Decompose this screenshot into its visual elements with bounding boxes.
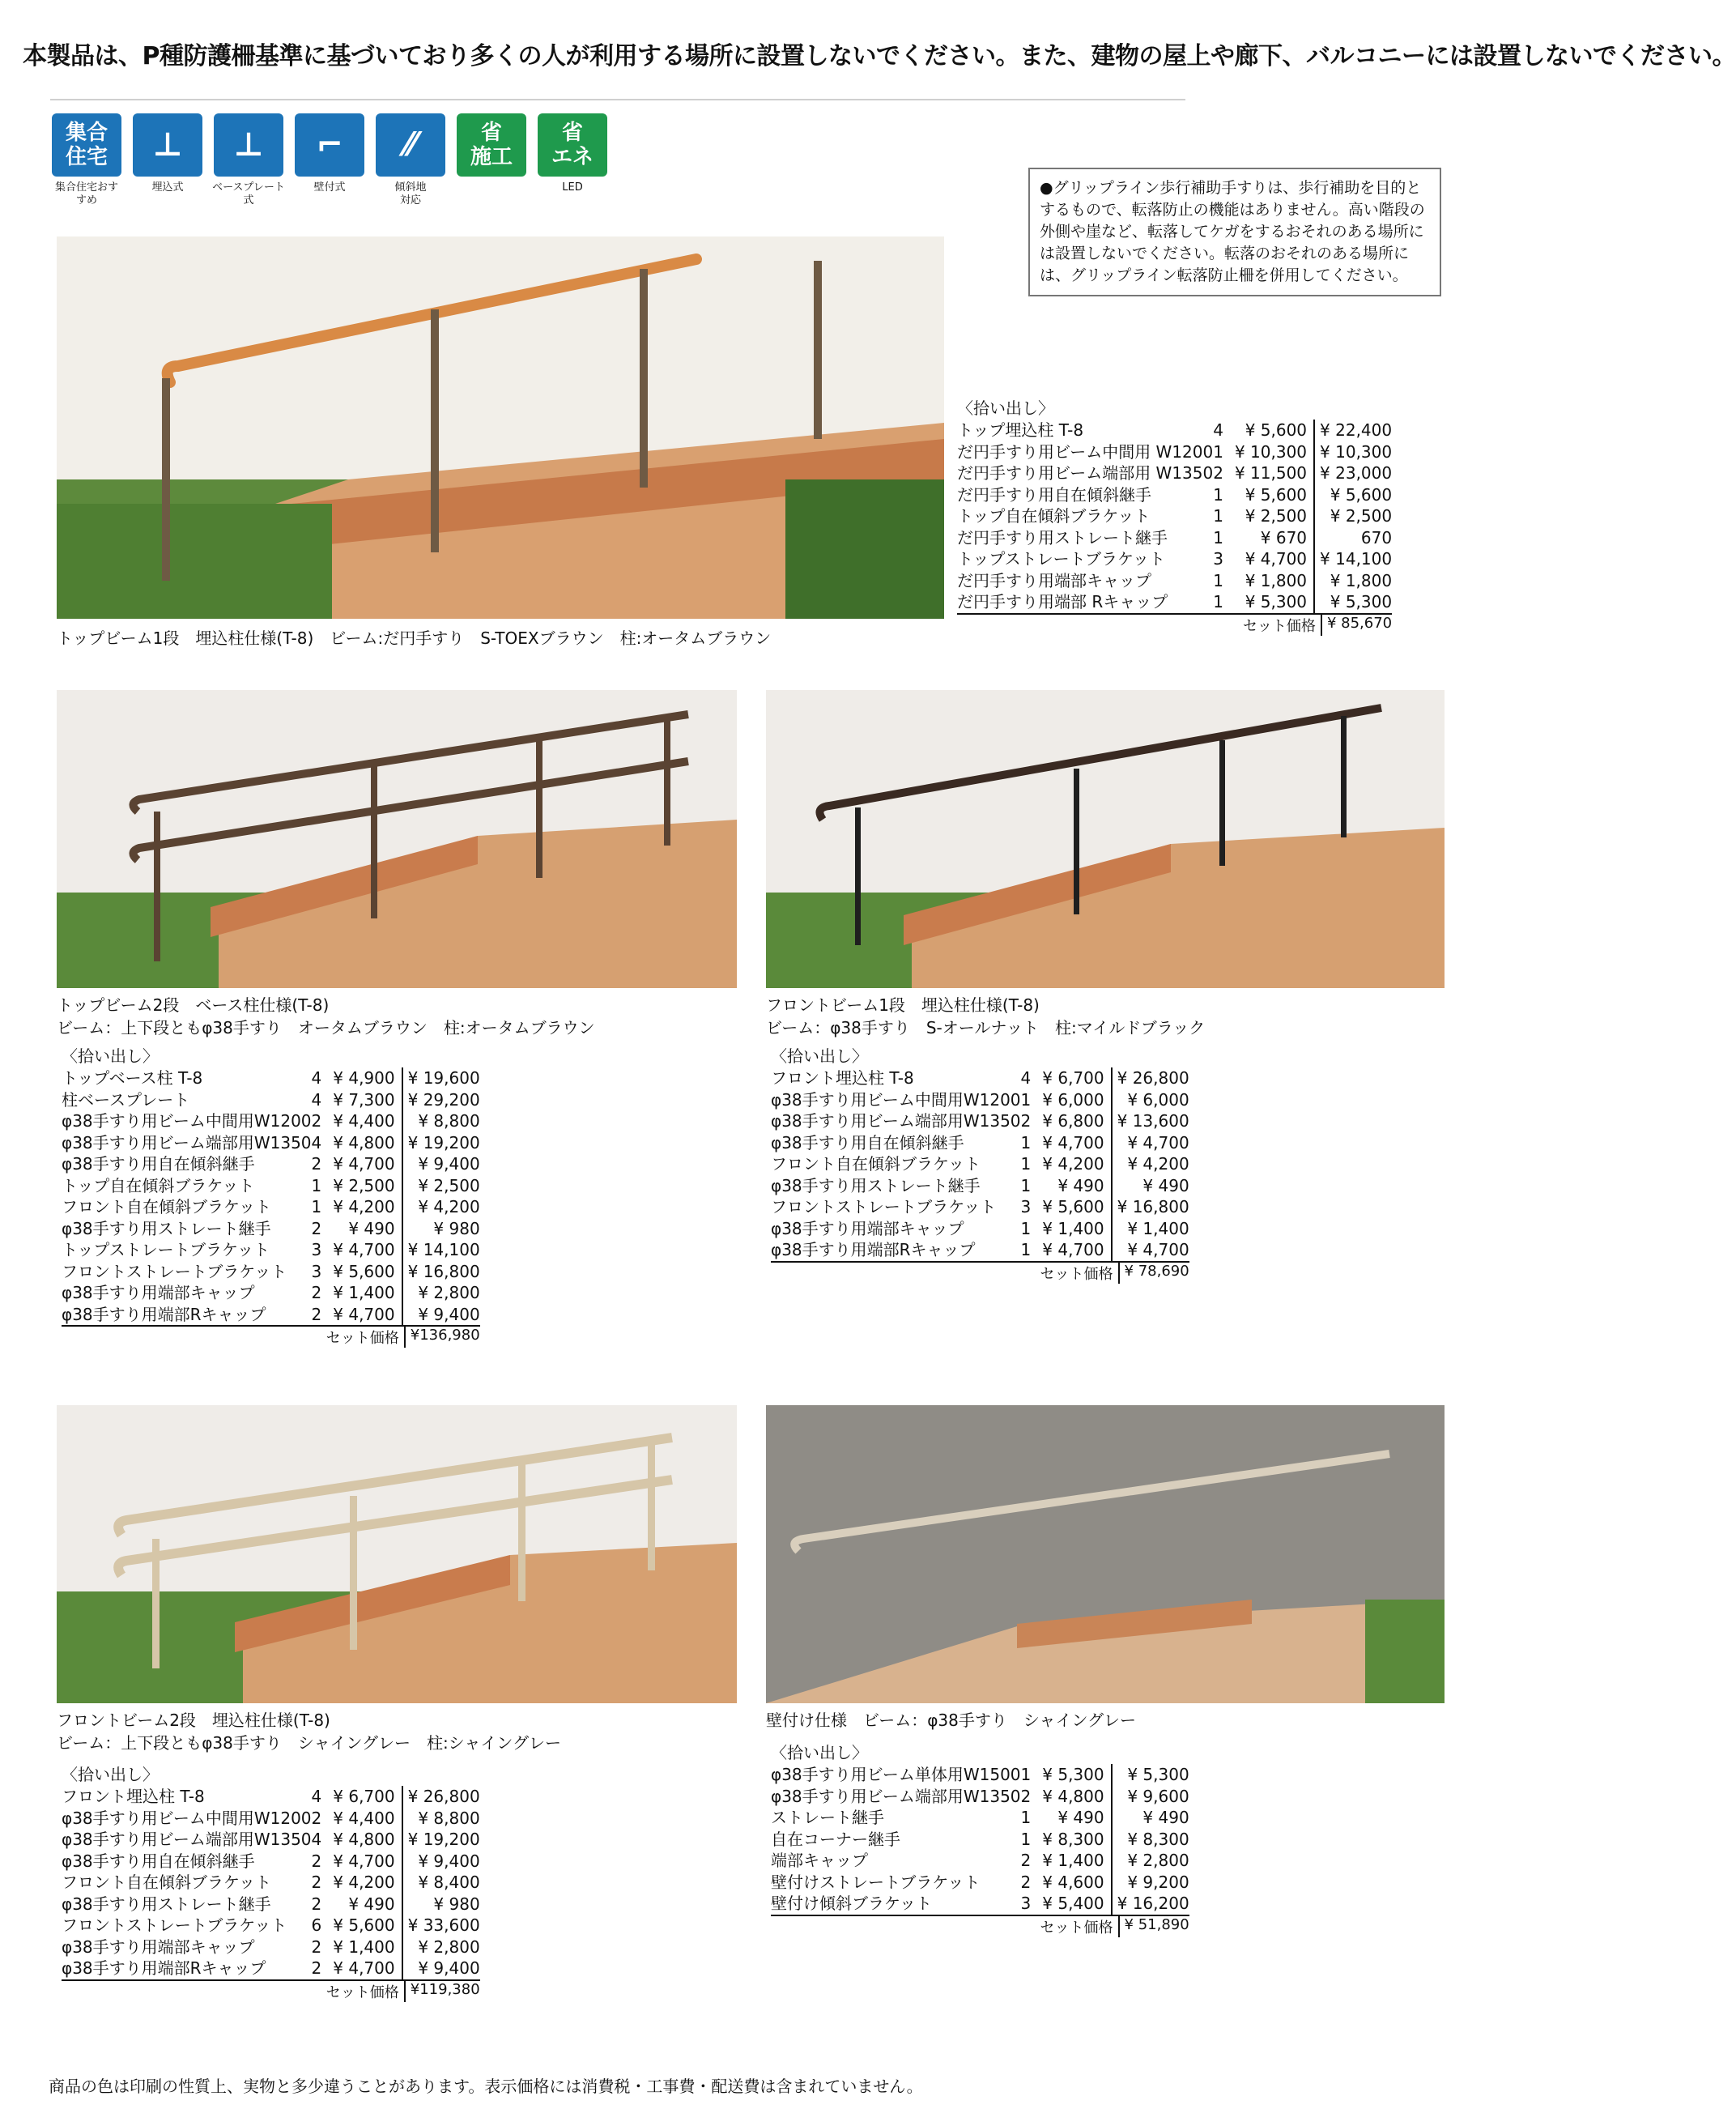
cell-qty: 1 xyxy=(1213,527,1223,547)
cell-sub: ¥ 2,800 xyxy=(1112,1850,1189,1872)
cell-name: フロント自在傾斜ブラケット xyxy=(62,1197,271,1216)
price-list-4: 〈拾い出し〉 フロント埋込柱 T-8 4 ¥ 6,700 ¥ 26,800 φ38手すり用ビーム中間用W1200 2 ¥ 4,400 ¥ 8,800 φ38手すり用ビーム端部用W1350 4 ¥ 4,800 ¥ 19,200 φ38手すり用自在傾斜継手 2 ¥ 4,700 ¥ 9,400 フロント自在傾斜ブラケット 2 ¥ 4,200 ¥ 8,400 φ38手すり用ストレート継手 2 ¥ 490 ¥ 980 フロントストレートブラケット 6 ¥ 5,600 ¥ 33,600 φ38手すり用端部キャップ 2 ¥ 1,400 ¥ 2,800 φ38手すり用端部Rキャップ 2 ¥ 4,700 ¥ 9,400 セット価格 ¥119,380 xyxy=(62,1765,480,2001)
table-row xyxy=(62,1067,480,1089)
table-row xyxy=(957,484,1392,506)
feature-badge-icon: ⌐ xyxy=(295,113,364,177)
cell-name: φ38手すり用端部キャップ xyxy=(771,1218,964,1238)
cell-unit: ¥ 4,400 xyxy=(333,1111,395,1131)
cell-name: フロント埋込柱 T-8 xyxy=(771,1068,914,1088)
cell-qty: 4 xyxy=(311,1132,322,1152)
cell-unit: ¥ 1,400 xyxy=(333,1936,395,1957)
cell-qty: 2 xyxy=(311,1936,322,1957)
cell-sub: ¥ 19,200 xyxy=(402,1132,480,1154)
table-row xyxy=(771,1850,1189,1872)
table-row xyxy=(62,1175,480,1197)
footer-note: 商品の色は印刷の性質上、実物と多少違うことがあります。表示価格には消費税・工事費・配送費は含まれていません。 xyxy=(49,2077,923,2096)
cell-name: φ38手すり用ストレート継手 xyxy=(771,1175,981,1195)
feature-badge-icon: ⊥ xyxy=(133,113,202,177)
cell-qty: 1 xyxy=(1213,591,1235,614)
caption-5: 壁付け仕様 ビーム：φ38手すり シャイングレー xyxy=(766,1711,1137,1730)
cell-unit: ¥ 490 xyxy=(348,1894,395,1914)
cell-sub: ¥ 1,800 xyxy=(1314,570,1392,592)
cell-unit: ¥ 6,000 xyxy=(1042,1089,1104,1110)
cell-sub: ¥ 4,200 xyxy=(1112,1153,1189,1175)
cell-name: φ38手すり用端部Rキャップ xyxy=(62,1304,312,1327)
cell-sub: ¥ 5,300 xyxy=(1314,591,1392,614)
cell-sub: ¥ 9,400 xyxy=(402,1958,480,1980)
cell-name: φ38手すり用ビーム中間用W1200 xyxy=(62,1808,312,1828)
cell-name: φ38手すり用ビーム端部用W1350 xyxy=(62,1830,312,1849)
set-price-2: セット価格 ¥136,980 xyxy=(326,1327,480,1347)
cell-unit: ¥ 4,200 xyxy=(1042,1154,1104,1174)
feature-caption: 壁付式 xyxy=(313,181,346,194)
table-row xyxy=(771,1175,1189,1197)
table-row xyxy=(957,420,1392,441)
cell-qty: 4 xyxy=(311,1089,322,1110)
cell-unit: ¥ 2,500 xyxy=(333,1175,395,1195)
feature-caption: LED xyxy=(562,181,583,194)
cell-qty: 1 xyxy=(1020,1808,1032,1827)
cell-name: フロント埋込柱 T-8 xyxy=(62,1787,205,1806)
cell-unit: ¥ 5,600 xyxy=(1245,420,1308,440)
cell-unit: ¥ 2,500 xyxy=(1245,506,1308,526)
cell-sub: ¥ 13,600 xyxy=(1112,1110,1189,1132)
cell-unit: ¥ 6,800 xyxy=(1042,1111,1104,1131)
cell-unit: ¥ 4,600 xyxy=(1042,1872,1104,1892)
cell-name: φ38手すり用ビーム中間用W1200 xyxy=(771,1089,1021,1110)
cell-unit: ¥ 5,600 xyxy=(333,1261,395,1281)
divider xyxy=(50,99,1185,100)
cell-sub: ¥ 9,400 xyxy=(402,1153,480,1175)
table-row xyxy=(957,462,1392,484)
table-row xyxy=(62,1282,480,1304)
cell-name: だ円手すり用自在傾斜継手 xyxy=(957,484,1151,505)
feature-icons xyxy=(50,113,609,207)
cell-qty: 1 xyxy=(1020,1765,1032,1784)
cell-sub: ¥ 8,800 xyxy=(402,1808,480,1830)
feature-caption: 傾斜地 対応 xyxy=(394,181,427,207)
table-row xyxy=(62,1110,480,1132)
cell-qty: 2 xyxy=(311,1808,322,1828)
table-row xyxy=(62,1915,480,1936)
cell-sub: ¥ 2,800 xyxy=(402,1282,480,1304)
cell-qty: 1 xyxy=(1020,1132,1032,1152)
feature-caption: 埋込式 xyxy=(151,181,184,194)
cell-sub: ¥ 16,200 xyxy=(1112,1893,1189,1915)
cell-qty: 1 xyxy=(1213,506,1223,526)
cell-sub: ¥ 33,600 xyxy=(402,1915,480,1936)
cell-name: φ38手すり用端部キャップ xyxy=(62,1283,255,1302)
feature-badge-icon: 省 エネ xyxy=(538,113,607,177)
cell-qty: 1 xyxy=(1213,441,1223,462)
feature-badge-icon: ⁄⁄ xyxy=(376,113,445,177)
table-row xyxy=(62,1872,480,1894)
cell-name: φ38手すり用自在傾斜継手 xyxy=(62,1154,255,1174)
price-table-2 xyxy=(62,1067,480,1327)
set-price-4: セット価格 ¥119,380 xyxy=(326,1980,480,2001)
table-row xyxy=(62,1261,480,1283)
cell-sub: ¥ 22,400 xyxy=(1314,420,1392,441)
cell-qty: 3 xyxy=(1213,549,1223,569)
cell-sub: ¥ 14,100 xyxy=(1314,548,1392,570)
table-row xyxy=(62,1958,480,1980)
cell-qty: 6 xyxy=(311,1915,322,1935)
price-list-3: 〈拾い出し〉 フロント埋込柱 T-8 4 ¥ 6,700 ¥ 26,800 φ38手すり用ビーム中間用W1200 1 ¥ 6,000 ¥ 6,000 φ38手すり用ビーム端部用W1350 2 ¥ 6,800 ¥ 13,600 φ38手すり用自在傾斜継手 1 ¥ 4,700 ¥ 4,700 フロント自在傾斜ブラケット 1 ¥ 4,200 ¥ 4,200 φ38手すり用ストレート継手 1 ¥ 490 ¥ 490 フロントストレートブラケット 3 ¥ 5,600 ¥ 16,800 φ38手すり用端部キャップ 1 ¥ 1,400 ¥ 1,400 φ38手すり用端部Rキャップ 1 ¥ 4,700 ¥ 4,700 セット価格 ¥ 78,690 xyxy=(771,1046,1189,1283)
cell-sub: ¥ 14,100 xyxy=(402,1239,480,1261)
cell-sub: ¥ 5,600 xyxy=(1314,484,1392,506)
cell-name: トップストレートブラケット xyxy=(62,1240,270,1259)
cell-qty: 2 xyxy=(312,1958,334,1980)
table-row xyxy=(771,1089,1189,1111)
price-list-5: 〈拾い出し〉 φ38手すり用ビーム単体用W1500 1 ¥ 5,300 ¥ 5,300 φ38手すり用ビーム端部用W1350 2 ¥ 4,800 ¥ 9,600 ストレート継手 1 ¥ 490 ¥ 490 自在コーナー継手 1 ¥ 8,300 ¥ 8,300 端部キャップ 2 ¥ 1,400 ¥ 2,800 壁付けストレートブラケット 2 ¥ 4,600 ¥ 9,200 壁付け傾斜ブラケット 3 ¥ 5,400 ¥ 16,200 セット価格 ¥ 51,890 xyxy=(771,1743,1189,1936)
price-table-1 xyxy=(957,420,1392,615)
cell-sub: ¥ 4,700 xyxy=(1112,1132,1189,1154)
cell-sub: ¥ 26,800 xyxy=(1112,1067,1189,1089)
table-row xyxy=(771,1239,1189,1262)
cell-sub: ¥ 8,300 xyxy=(1112,1829,1189,1851)
cell-sub: ¥ 490 xyxy=(1112,1175,1189,1197)
cell-qty: 2 xyxy=(311,1851,322,1871)
cell-name: 壁付けストレートブラケット xyxy=(771,1872,981,1892)
cell-unit: ¥ 4,800 xyxy=(333,1132,395,1152)
table-row xyxy=(62,1808,480,1830)
cell-unit: ¥ 8,300 xyxy=(1042,1829,1104,1849)
cell-unit: ¥ 5,600 xyxy=(1042,1197,1104,1216)
cell-unit: ¥ 4,800 xyxy=(1042,1786,1104,1806)
cell-qty: 2 xyxy=(311,1873,322,1892)
feature-icon-3 xyxy=(293,113,366,207)
product-photo-4 xyxy=(57,1405,737,1703)
cell-unit: ¥ 490 xyxy=(348,1218,395,1238)
cell-name: フロントストレートブラケット xyxy=(771,1197,997,1216)
cell-qty: 3 xyxy=(311,1240,322,1259)
safety-notice: 本製品は、P種防護柵基準に基づいており多くの人が利用する場所に設置しないでください。また、建物の屋上や廊下、バルコニーには設置しないでください。 xyxy=(23,42,1736,70)
cell-unit: ¥ 4,700 xyxy=(333,1154,395,1174)
cell-name: φ38手すり用端部Rキャップ xyxy=(771,1239,1021,1262)
cell-name: 壁付け傾斜ブラケット xyxy=(771,1893,1021,1915)
cell-unit: ¥ 6,700 xyxy=(333,1787,395,1806)
cell-name: φ38手すり用端部キャップ xyxy=(62,1936,255,1957)
cell-qty: 2 xyxy=(311,1111,322,1131)
feature-caption: ベースプレート式 xyxy=(212,181,285,207)
cell-sub: ¥ 9,400 xyxy=(402,1304,480,1327)
feature-caption: 集合住宅おすすめ xyxy=(54,181,118,207)
cell-qty: 2 xyxy=(311,1154,322,1174)
cell-name: フロントストレートブラケット xyxy=(62,1261,287,1281)
cell-qty: 3 xyxy=(1021,1893,1043,1915)
cell-qty: 4 xyxy=(311,1787,322,1806)
table-row xyxy=(62,1153,480,1175)
set-price-5: セット価格 ¥ 51,890 xyxy=(1040,1915,1189,1936)
cell-unit: ¥ 4,700 xyxy=(1042,1132,1104,1152)
cell-name: 端部キャップ xyxy=(771,1851,868,1870)
cell-name: φ38手すり用自在傾斜継手 xyxy=(62,1851,255,1871)
cell-qty: 2 xyxy=(1020,1872,1032,1892)
cell-qty: 3 xyxy=(1020,1197,1032,1216)
cell-name: トップストレートブラケット xyxy=(957,549,1165,569)
caption-4: フロントビーム2段 埋込柱仕様(T-8) ビーム：上下段ともφ38手すり シャイングレー 柱:シャイングレー xyxy=(57,1711,561,1753)
feature-badge-icon: 省 施工 xyxy=(457,113,526,177)
cell-sub: ¥ 980 xyxy=(402,1218,480,1240)
cell-name: φ38手すり用自在傾斜継手 xyxy=(771,1132,964,1152)
cell-unit: ¥ 4,700 xyxy=(333,1958,402,1980)
cell-name: トップ自在傾斜ブラケット xyxy=(957,506,1151,526)
cell-qty: 1 xyxy=(1020,1175,1032,1195)
cell-qty: 4 xyxy=(311,1068,322,1088)
cell-qty: 4 xyxy=(1213,420,1223,440)
price-list-2: 〈拾い出し〉 トップベース柱 T-8 4 ¥ 4,900 ¥ 19,600 柱ベースプレート 4 ¥ 7,300 ¥ 29,200 φ38手すり用ビーム中間用W1200 2 ¥ 4,400 ¥ 8,800 φ38手すり用ビーム端部用W1350 4 ¥ 4,800 ¥ 19,200 φ38手すり用自在傾斜継手 2 ¥ 4,700 ¥ 9,400 トップ自在傾斜ブラケット 1 ¥ 2,500 ¥ 2,500 フロント自在傾斜ブラケット 1 ¥ 4,200 ¥ 4,200 φ38手すり用ストレート継手 2 ¥ 490 ¥ 980 トップストレートブラケット 3 ¥ 4,700 ¥ 14,100 フロントストレートブラケット 3 ¥ 5,600 ¥ 16,800 φ38手すり用端部キャップ 2 ¥ 1,400 ¥ 2,800 φ38手すり用端部Rキャップ 2 ¥ 4,700 ¥ 9,400 セット価格 ¥136,980 xyxy=(62,1046,480,1347)
cell-unit: ¥ 4,800 xyxy=(333,1830,395,1849)
cell-sub: ¥ 8,800 xyxy=(402,1110,480,1132)
cell-qty: 1 xyxy=(1020,1154,1032,1174)
feature-badge-icon: 集合 住宅 xyxy=(52,113,121,177)
cell-sub: ¥ 6,000 xyxy=(1112,1089,1189,1111)
table-row xyxy=(62,1304,480,1327)
cell-qty: 1 xyxy=(311,1175,322,1195)
cell-unit: ¥ 4,200 xyxy=(333,1873,395,1892)
table-row xyxy=(957,527,1392,549)
feature-icon-0 xyxy=(50,113,123,207)
cell-sub: ¥ 9,600 xyxy=(1112,1786,1189,1808)
price-table-3 xyxy=(771,1067,1189,1263)
table-row xyxy=(62,1239,480,1261)
cell-unit: ¥ 1,400 xyxy=(1042,1218,1104,1238)
cell-qty: 4 xyxy=(1020,1068,1032,1088)
cell-name: ストレート継手 xyxy=(771,1808,884,1827)
cell-qty: 2 xyxy=(311,1218,322,1238)
feature-icon-5 xyxy=(455,113,528,207)
cell-qty: 2 xyxy=(1213,463,1223,483)
cell-name: 自在コーナー継手 xyxy=(771,1829,900,1849)
table-row xyxy=(771,1196,1189,1218)
cell-unit: ¥ 670 xyxy=(1260,527,1308,547)
cell-sub: ¥ 29,200 xyxy=(402,1089,480,1111)
cell-name: トップ自在傾斜ブラケット xyxy=(62,1175,255,1195)
cell-name: だ円手すり用端部 Rキャップ xyxy=(957,591,1213,614)
cell-sub: ¥ 4,200 xyxy=(402,1196,480,1218)
cell-sub: ¥ 26,800 xyxy=(402,1786,480,1808)
cell-qty: 4 xyxy=(311,1830,322,1849)
cell-unit: ¥ 1,400 xyxy=(333,1283,395,1302)
table-row xyxy=(771,1153,1189,1175)
cell-name: φ38手すり用ビーム端部用W1350 xyxy=(771,1111,1021,1131)
table-row xyxy=(771,1807,1189,1829)
price-table-5 xyxy=(771,1764,1189,1916)
cell-qty: 2 xyxy=(1020,1786,1032,1806)
caption-3: フロントビーム1段 埋込柱仕様(T-8) ビーム：φ38手すり S-オールナット 柱:マイルドブラック xyxy=(766,995,1206,1037)
caption-2: トップビーム2段 ベース柱仕様(T-8) ビーム：上下段ともφ38手すり オータムブラウン 柱:オータムブラウン xyxy=(57,995,595,1037)
cell-unit: ¥ 10,300 xyxy=(1234,441,1308,462)
table-row xyxy=(62,1851,480,1873)
cell-qty: 1 xyxy=(1020,1829,1032,1849)
cell-unit: ¥ 4,700 xyxy=(1245,549,1308,569)
set-price-1: セット価格 ¥ 85,670 xyxy=(1242,614,1393,635)
cell-unit: ¥ 4,700 xyxy=(1042,1239,1111,1262)
cell-sub: ¥ 23,000 xyxy=(1314,462,1392,484)
cell-name: φ38手すり用ストレート継手 xyxy=(62,1218,271,1238)
cell-sub: ¥ 1,400 xyxy=(1112,1218,1189,1240)
cell-unit: ¥ 4,700 xyxy=(333,1240,395,1259)
cell-unit: ¥ 5,600 xyxy=(1245,484,1308,505)
cell-sub: ¥ 980 xyxy=(402,1894,480,1915)
table-row xyxy=(771,1110,1189,1132)
cell-sub: ¥ 16,800 xyxy=(402,1261,480,1283)
price-list-1: 〈拾い出し〉 トップ埋込柱 T-8 4 ¥ 5,600 ¥ 22,400 だ円手すり用ビーム中間用 W1200 1 ¥ 10,300 ¥ 10,300 だ円手すり用ビーム端部用 W1350 2 ¥ 11,500 ¥ 23,000 だ円手すり用自在傾斜継手 1 ¥ 5,600 ¥ 5,600 トップ自在傾斜ブラケット 1 ¥ 2,500 ¥ 2,500 だ円手すり用ストレート継手 1 ¥ 670 670 トップストレートブラケット 3 ¥ 4,700 ¥ 14,100 だ円手すり用端部キャップ 1 ¥ 1,800 ¥ 1,800 だ円手すり用端部 Rキャップ 1 ¥ 5,300 ¥ 5,300 セット価格 ¥ 85,670 xyxy=(957,398,1393,635)
cell-unit: ¥ 5,400 xyxy=(1042,1893,1111,1915)
cell-unit: ¥ 1,800 xyxy=(1245,570,1308,590)
cell-sub: ¥ 10,300 xyxy=(1314,441,1392,463)
cell-sub: ¥ 2,800 xyxy=(402,1936,480,1958)
product-photo-2 xyxy=(57,690,737,988)
table-row xyxy=(771,1132,1189,1154)
cell-name: だ円手すり用ビーム中間用 W1200 xyxy=(957,441,1214,462)
cell-name: トップ埋込柱 T-8 xyxy=(957,420,1084,440)
cell-qty: 1 xyxy=(1213,484,1223,505)
table-row xyxy=(957,548,1392,570)
table-row xyxy=(771,1067,1189,1089)
table-row xyxy=(771,1829,1189,1851)
table-row xyxy=(62,1196,480,1218)
set-price-3: セット価格 ¥ 78,690 xyxy=(1040,1262,1189,1283)
cell-name: φ38手すり用ストレート継手 xyxy=(62,1894,271,1914)
table-row xyxy=(62,1829,480,1851)
table-row xyxy=(62,1089,480,1111)
cell-sub: ¥ 2,500 xyxy=(1314,505,1392,527)
cell-qty: 1 xyxy=(1020,1218,1032,1238)
cell-name: だ円手すり用端部キャップ xyxy=(957,570,1151,590)
cell-name: フロント自在傾斜ブラケット xyxy=(771,1154,981,1174)
cell-qty: 2 xyxy=(311,1283,322,1302)
cell-unit: ¥ 5,300 xyxy=(1042,1765,1104,1784)
cell-sub: ¥ 19,200 xyxy=(402,1829,480,1851)
table-row xyxy=(771,1218,1189,1240)
cell-sub: ¥ 8,400 xyxy=(402,1872,480,1894)
table-row xyxy=(957,591,1392,614)
cell-sub: ¥ 490 xyxy=(1112,1807,1189,1829)
table-row xyxy=(62,1894,480,1915)
cell-unit: ¥ 7,300 xyxy=(333,1089,395,1110)
cell-name: だ円手すり用ストレート継手 xyxy=(957,527,1168,547)
feature-icon-1 xyxy=(131,113,204,207)
cell-qty: 1 xyxy=(311,1197,322,1216)
cell-unit: ¥ 4,700 xyxy=(333,1851,395,1871)
cell-qty: 2 xyxy=(1020,1851,1032,1870)
product-photo-5 xyxy=(766,1405,1445,1703)
table-row xyxy=(771,1764,1189,1786)
feature-icon-6 xyxy=(536,113,609,207)
feature-icon-4 xyxy=(374,113,447,207)
cell-name: トップベース柱 T-8 xyxy=(62,1068,203,1088)
cell-sub: ¥ 5,300 xyxy=(1112,1764,1189,1786)
price-table-4 xyxy=(62,1786,480,1981)
cell-qty: 2 xyxy=(1020,1111,1032,1131)
cell-name: φ38手すり用ビーム単体用W1500 xyxy=(771,1765,1021,1784)
feature-icon-2 xyxy=(212,113,285,207)
cell-name: フロントストレートブラケット xyxy=(62,1915,287,1935)
table-row xyxy=(771,1872,1189,1894)
cell-unit: ¥ 4,900 xyxy=(333,1068,395,1088)
cell-unit: ¥ 1,400 xyxy=(1042,1851,1104,1870)
feature-badge-icon: ⊥ xyxy=(214,113,283,177)
table-row xyxy=(62,1218,480,1240)
cell-unit: ¥ 5,300 xyxy=(1235,591,1314,614)
table-row xyxy=(62,1786,480,1808)
cell-sub: ¥ 4,700 xyxy=(1112,1239,1189,1262)
cell-name: φ38手すり用ビーム端部用W1350 xyxy=(771,1786,1021,1806)
cell-name: フロント自在傾斜ブラケット xyxy=(62,1873,271,1892)
table-row xyxy=(62,1132,480,1154)
caption-1: トップビーム1段 埋込柱仕様(T-8) ビーム:だ円手すり S-TOEXブラウン 柱:オータムブラウン xyxy=(57,628,772,648)
cell-qty: 3 xyxy=(311,1261,322,1281)
table-row xyxy=(771,1786,1189,1808)
cell-name: φ38手すり用ビーム端部用W1350 xyxy=(62,1132,312,1152)
cell-name: φ38手すり用ビーム中間用W1200 xyxy=(62,1111,312,1131)
cell-unit: ¥ 490 xyxy=(1057,1175,1104,1195)
cell-qty: 1 xyxy=(1213,570,1223,590)
cell-qty: 2 xyxy=(311,1894,322,1914)
cell-name: だ円手すり用ビーム端部用 W1350 xyxy=(957,463,1214,483)
cell-unit: ¥ 4,400 xyxy=(333,1808,395,1828)
table-row xyxy=(62,1936,480,1958)
cell-qty: 1 xyxy=(1021,1239,1043,1262)
table-row xyxy=(771,1893,1189,1915)
cell-sub: ¥ 9,200 xyxy=(1112,1872,1189,1894)
cell-qty: 1 xyxy=(1020,1089,1032,1110)
product-photo-1 xyxy=(57,236,944,619)
cell-unit: ¥ 6,700 xyxy=(1042,1068,1104,1088)
cell-qty: 2 xyxy=(312,1304,334,1327)
cell-sub: ¥ 9,400 xyxy=(402,1851,480,1873)
cell-sub: ¥ 16,800 xyxy=(1112,1196,1189,1218)
warning-box: ●グリップライン歩行補助手すりは、歩行補助を目的とするもので、転落防止の機能はありません。高い階段の外側や崖など、転落してケガをするおそれのある場所には設置しないでください。転落のおそれのある場所には、グリップライン転落防止柵を併用してください。 xyxy=(1028,168,1441,296)
cell-sub: 670 xyxy=(1314,527,1392,549)
cell-unit: ¥ 4,700 xyxy=(333,1304,402,1327)
product-photo-3 xyxy=(766,690,1445,988)
cell-unit: ¥ 4,200 xyxy=(333,1197,395,1216)
cell-unit: ¥ 5,600 xyxy=(333,1915,395,1935)
cell-unit: ¥ 11,500 xyxy=(1234,463,1308,483)
table-row xyxy=(957,570,1392,592)
cell-name: φ38手すり用端部Rキャップ xyxy=(62,1958,312,1980)
table-row xyxy=(957,505,1392,527)
table-row xyxy=(957,441,1392,463)
cell-unit: ¥ 490 xyxy=(1057,1808,1104,1827)
cell-sub: ¥ 2,500 xyxy=(402,1175,480,1197)
cell-sub: ¥ 19,600 xyxy=(402,1067,480,1089)
cell-name: 柱ベースプレート xyxy=(62,1089,190,1110)
